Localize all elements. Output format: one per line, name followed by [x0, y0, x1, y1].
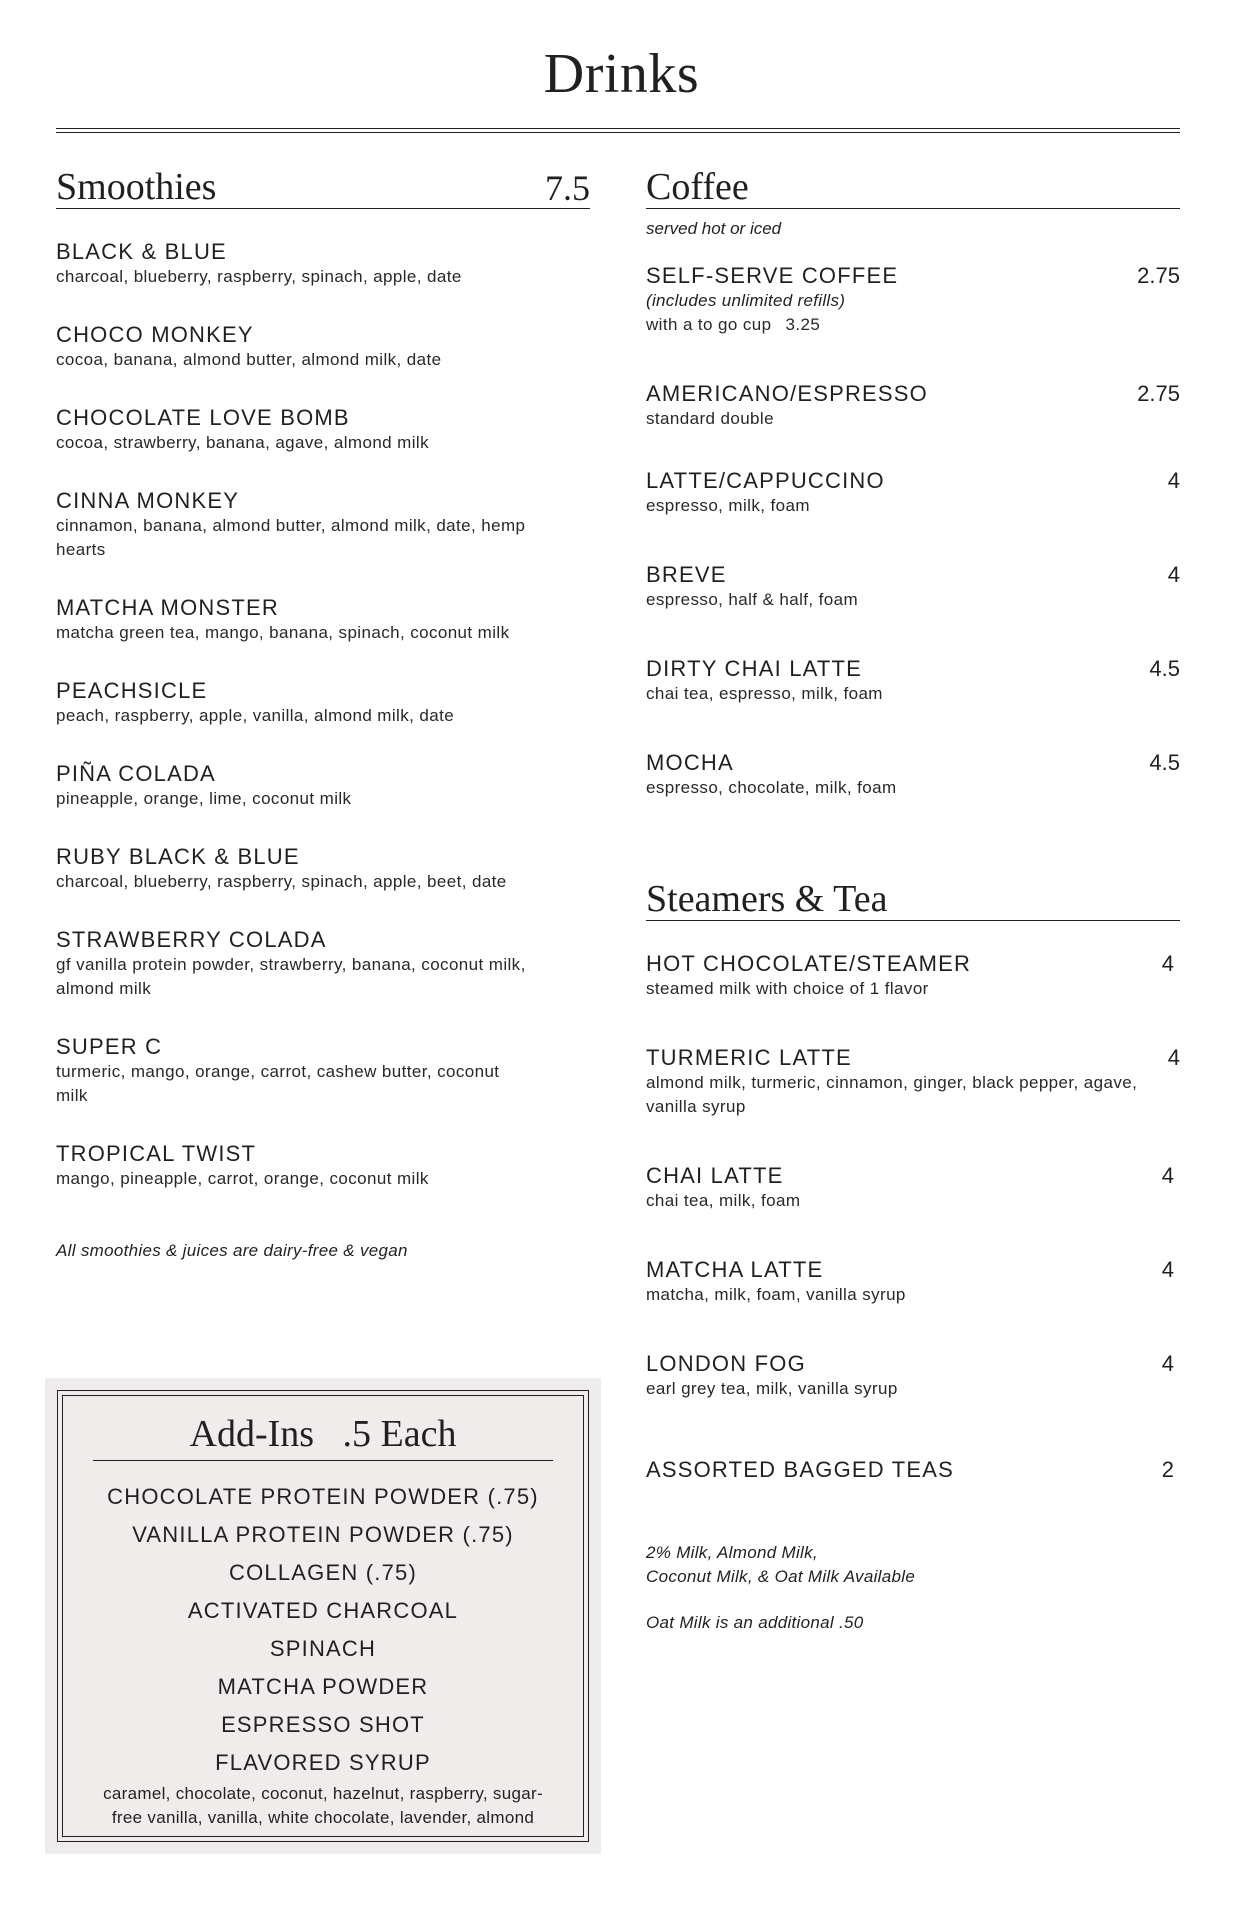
addin-item: ACTIVATED CHARCOAL [187, 1598, 459, 1623]
coffee-note: served hot or iced [646, 219, 782, 238]
menu-item [646, 1163, 1180, 1213]
item-desc: chai tea, milk, foam [646, 1191, 801, 1210]
item-name: SELF-SERVE COFFEE [646, 263, 899, 288]
addin-item: VANILLA PROTEIN POWDER (.75) [132, 1522, 514, 1547]
item-name: RUBY BLACK & BLUE [56, 844, 300, 869]
menu-item [646, 750, 1180, 800]
menu-item [646, 263, 1180, 337]
item-name: STRAWBERRY COLADA [56, 927, 327, 952]
item-name: LATTE/CAPPUCCINO [646, 468, 885, 493]
togo-price: 3.25 [785, 315, 821, 334]
title-divider [56, 128, 1180, 133]
item-price: 4 [1161, 951, 1174, 976]
menu-item [646, 562, 1180, 612]
item-price: 4.5 [1149, 656, 1180, 681]
item-price: 2.75 [1137, 381, 1180, 406]
item-desc: cocoa, strawberry, banana, agave, almond milk [56, 433, 429, 452]
item-desc: espresso, chocolate, milk, foam [646, 778, 897, 797]
menu-item [56, 488, 590, 562]
steamers-title: Steamers & Tea [646, 878, 888, 920]
coffee-header [646, 160, 1180, 209]
item-name: CINNA MONKEY [56, 488, 240, 513]
item-name: LONDON FOG [646, 1351, 806, 1376]
item-name: BLACK & BLUE [56, 239, 227, 264]
item-desc: charcoal, blueberry, raspberry, spinach, apple, date [56, 267, 462, 286]
addins-title: Add-Ins .5 Each [93, 1412, 553, 1461]
page-title: Drinks [543, 43, 700, 105]
item-name: TURMERIC LATTE [646, 1045, 852, 1070]
item-name: CHOCO MONKEY [56, 322, 254, 347]
addins-box [45, 1378, 601, 1854]
coffee-section [646, 160, 1180, 1635]
item-price: 4 [1167, 468, 1180, 493]
steamers-section [646, 872, 1180, 1635]
togo-label: with a to go cup [646, 315, 772, 334]
item-price: 4 [1167, 562, 1180, 587]
menu-item [56, 595, 590, 645]
item-desc: mango, pineapple, carrot, orange, coconut milk [56, 1169, 429, 1188]
smoothies-price: 7.5 [545, 168, 590, 208]
menu-item [646, 656, 1180, 706]
menu-item [56, 678, 590, 728]
menu-item [646, 1351, 1180, 1401]
menu-item [56, 1141, 590, 1191]
coffee-title: Coffee [646, 166, 749, 208]
steamers-header [646, 872, 1180, 921]
item-name: MATCHA MONSTER [56, 595, 279, 620]
item-name: PIÑA COLADA [56, 761, 216, 786]
item-desc: earl grey tea, milk, vanilla syrup [646, 1379, 898, 1398]
menu-item [56, 927, 590, 1001]
item-price: 2.75 [1137, 263, 1180, 288]
smoothies-footnote: All smoothies & juices are dairy-free & vegan [56, 1241, 408, 1260]
item-desc: matcha, milk, foam, vanilla syrup [646, 1285, 906, 1304]
addin-item: MATCHA POWDER [217, 1674, 429, 1699]
smoothies-title: Smoothies [56, 166, 217, 208]
menu-item [646, 1045, 1180, 1119]
item-name: BREVE [646, 562, 727, 587]
menu-item [646, 381, 1180, 431]
addin-item: CHOCOLATE PROTEIN POWDER (.75) [107, 1484, 539, 1509]
menu-item [646, 468, 1180, 518]
item-desc: gf vanilla protein powder, strawberry, banana, coconut milk, almond milk [56, 955, 526, 998]
item-name: CHAI LATTE [646, 1163, 784, 1188]
item-desc: standard double [646, 409, 774, 428]
menu-item [646, 1457, 1180, 1483]
item-name: DIRTY CHAI LATTE [646, 656, 863, 681]
item-price: 4.5 [1149, 750, 1180, 775]
item-name: CHOCOLATE LOVE BOMB [56, 405, 350, 430]
item-desc: espresso, milk, foam [646, 496, 810, 515]
item-desc: almond milk, turmeric, cinnamon, ginger, black pepper, agave, vanilla syrup [646, 1073, 1138, 1116]
item-desc: peach, raspberry, apple, vanilla, almond milk, date [56, 706, 455, 725]
item-desc: chai tea, espresso, milk, foam [646, 684, 883, 703]
milk-options-note: 2% Milk, Almond Milk, Coconut Milk, & Oat Milk Available [646, 1543, 916, 1586]
item-name: MOCHA [646, 750, 734, 775]
menu-item [646, 951, 1180, 1001]
item-price: 4 [1161, 1257, 1174, 1282]
refill-note: (includes unlimited refills) [646, 291, 846, 310]
menu-item [646, 1257, 1180, 1307]
item-name: TROPICAL TWIST [56, 1141, 257, 1166]
item-desc: espresso, half & half, foam [646, 590, 859, 609]
smoothies-header [56, 160, 590, 209]
menu-item [56, 844, 590, 894]
addin-item: SPINACH [269, 1636, 377, 1661]
item-name: AMERICANO/ESPRESSO [646, 381, 928, 406]
menu-item [56, 761, 590, 811]
item-price: 4 [1161, 1163, 1174, 1188]
item-name: SUPER C [56, 1034, 163, 1059]
item-name: PEACHSICLE [56, 678, 208, 703]
item-price: 4 [1161, 1351, 1174, 1376]
item-desc: pineapple, orange, lime, coconut milk [56, 789, 352, 808]
item-desc: charcoal, blueberry, raspberry, spinach, apple, beet, date [56, 872, 507, 891]
menu-item [56, 239, 590, 289]
item-desc: cocoa, banana, almond butter, almond milk, date [56, 350, 442, 369]
item-name: ASSORTED BAGGED TEAS [646, 1457, 955, 1482]
addins-list [63, 1478, 583, 1830]
item-desc: cinnamon, banana, almond butter, almond milk, date, hemp hearts [56, 516, 526, 559]
smoothies-section [56, 160, 590, 1261]
smoothie-list [56, 239, 590, 1191]
item-desc: steamed milk with choice of 1 flavor [646, 979, 929, 998]
addin-item: FLAVORED SYRUP [215, 1750, 431, 1775]
item-name: MATCHA LATTE [646, 1257, 824, 1282]
item-price: 2 [1161, 1457, 1174, 1482]
addins-frame [57, 1390, 589, 1842]
menu-item [56, 405, 590, 455]
item-name: HOT CHOCOLATE/STEAMER [646, 951, 972, 976]
menu-item [56, 322, 590, 372]
item-desc: matcha green tea, mango, banana, spinach, coconut milk [56, 623, 510, 642]
addin-item: ESPRESSO SHOT [221, 1712, 425, 1737]
oat-milk-note: Oat Milk is an additional .50 [646, 1613, 864, 1632]
item-price: 4 [1167, 1045, 1180, 1070]
item-desc: turmeric, mango, orange, carrot, cashew butter, coconut milk [56, 1062, 500, 1105]
syrup-flavors: caramel, chocolate, coconut, hazelnut, raspberry, sugar-free vanilla, vanilla, white chocolate, lavender, almond [103, 1784, 543, 1827]
menu-item [56, 1034, 590, 1108]
addin-item: COLLAGEN (.75) [229, 1560, 417, 1585]
